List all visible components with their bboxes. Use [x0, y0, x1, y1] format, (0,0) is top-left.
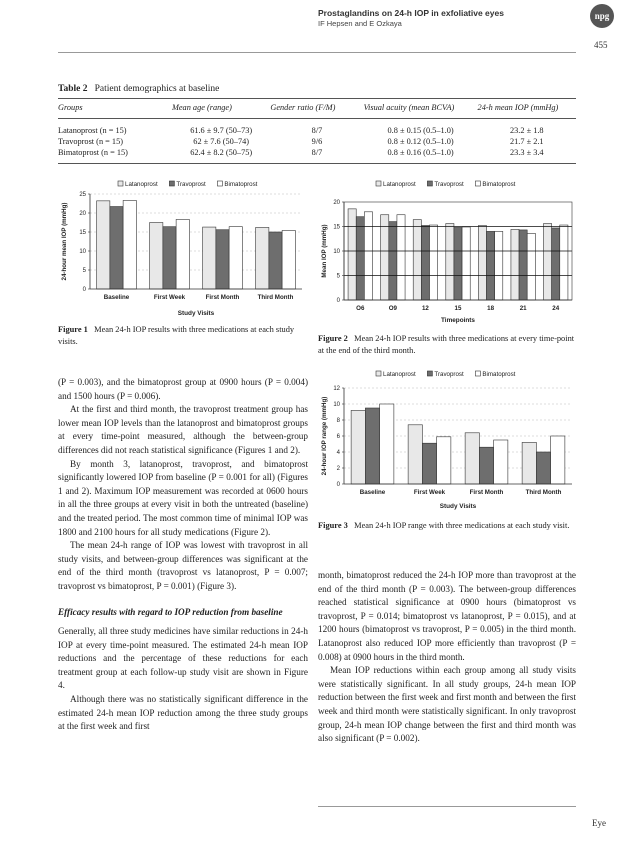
table-cell: 8/7: [311, 126, 323, 135]
figure-2-chart: [318, 178, 576, 330]
legend-swatch: [427, 181, 432, 186]
left-column: [58, 376, 308, 734]
bar: [176, 219, 189, 289]
figure-3-label: Figure 3: [318, 521, 348, 530]
bar: [413, 220, 421, 300]
y-tick-label: 10: [333, 249, 340, 255]
x-axis-label: Timepoints: [441, 317, 475, 324]
bar: [522, 442, 536, 484]
table-title: Patient demographics at baseline: [94, 84, 220, 94]
bar: [495, 231, 503, 300]
x-tick-label: 24: [552, 305, 560, 312]
table-cell: 61.6 ± 9.7 (50–73): [190, 126, 253, 135]
legend-swatch: [475, 181, 480, 186]
demographics-table: [58, 98, 576, 164]
bar: [479, 447, 493, 484]
y-tick-label: 2: [336, 466, 340, 472]
running-title: Prostaglandins on 24-h IOP in exfoliative eyes: [318, 8, 504, 18]
bar: [437, 437, 451, 484]
bar: [269, 232, 282, 289]
bar: [544, 224, 552, 300]
bar: [110, 207, 123, 289]
paragraph: Although there was no statistically significant difference in the estimated 24-h mean IOP reduction among the three study groups at the first week and first: [58, 694, 308, 732]
section-subheading: Efficacy results with regard to IOP reduction from baseline: [58, 606, 283, 617]
bar: [465, 433, 479, 484]
table-cell: Travoprost (n = 15): [58, 137, 123, 146]
chart-legend: [376, 371, 516, 378]
bar: [462, 227, 470, 300]
bar: [163, 227, 176, 289]
x-tick-label: Baseline: [103, 294, 130, 301]
right-column: [318, 569, 576, 746]
x-tick-label: Third Month: [525, 489, 562, 496]
journal-name: Eye: [592, 818, 606, 828]
paragraph: (P = 0.003), and the bimatoprost group at 0900 hours (P = 0.004) and 1500 hours (P = 0.006).: [58, 377, 308, 401]
y-tick-label: 5: [336, 273, 340, 280]
legend-label: Latanoprost: [383, 181, 416, 188]
legend-label: Bimatoprost: [482, 181, 516, 188]
x-axis-label: Study Visits: [177, 310, 215, 317]
figure-2-label: Figure 2: [318, 334, 348, 343]
y-tick-label: 20: [333, 200, 340, 206]
legend-label: Latanoprost: [125, 181, 158, 188]
table-cell: Bimatoprost (n = 15): [58, 147, 172, 164]
figure-1-caption-text: Mean 24-h IOP results with three medications at each study visits.: [58, 325, 295, 346]
figure-1-chart: [58, 178, 308, 323]
figure-2-caption-text: Mean 24-h IOP results with three medications at every time-point at the end of the third month.: [318, 334, 575, 355]
bar: [446, 224, 454, 300]
npg-logo: npg: [590, 4, 614, 28]
x-tick-label: First Week: [153, 294, 186, 301]
figure-2-caption: [318, 333, 576, 357]
bar: [365, 408, 379, 484]
chart-legend: [376, 181, 516, 188]
y-tick-label: 8: [336, 418, 340, 424]
paragraph: At the first and third month, the travoprost treatment group has lower mean IOP levels than the latanoprost and bimatoprost groups at every time-point measured, although the between-group differences did not reach statistical significance (Figures 1 and 2).: [58, 404, 308, 455]
table-cell: 62 ± 7.6 (50–74): [193, 137, 250, 146]
table-row: [58, 147, 576, 164]
col-acuity: Visual acuity (mean BCVA): [364, 99, 478, 119]
bar: [454, 227, 462, 300]
y-tick-label: 10: [333, 402, 340, 408]
table-cell: 62.4 ± 8.2 (50–75): [172, 147, 270, 164]
bar: [97, 201, 110, 289]
table-cell: 23.2 ± 1.8: [509, 126, 544, 135]
table-row: [58, 136, 576, 147]
table-header-row: [58, 99, 576, 119]
x-tick-label: First Month: [205, 294, 240, 301]
bar: [552, 228, 560, 300]
x-tick-label: First Month: [469, 489, 504, 496]
bar: [229, 227, 242, 289]
y-tick-label: 15: [79, 230, 86, 236]
bar: [380, 404, 394, 484]
table-cell: 23.3 ± 3.4: [478, 147, 576, 164]
figure-3-chart: [318, 368, 576, 516]
bar: [256, 227, 269, 289]
y-tick-label: 6: [336, 434, 340, 440]
bar: [430, 225, 438, 300]
legend-swatch: [376, 371, 381, 376]
bar: [364, 212, 372, 300]
bar: [560, 225, 568, 300]
figure-3-caption: [318, 520, 576, 532]
table-cell: 9/6: [311, 137, 323, 146]
y-tick-label: 20: [79, 211, 86, 217]
y-tick-label: 0: [82, 287, 86, 293]
figure-1-caption: [58, 324, 308, 348]
paragraph: By month 3, latanoprost, travoprost, and bimatoprost significantly lowered IOP from baseline (P = 0.001 for all) (Figures 1 and 2). Maximum IOP measurement was recorded at 0600 hours in all the three groups at every visit in both the untreated (baseline) and the treated period. The most common time of minimal IOP was 1800 and 2100 hours for all study medications (Figure 2).: [58, 458, 308, 537]
bar: [511, 229, 519, 300]
bar: [150, 223, 163, 290]
x-tick-label: 15: [454, 305, 462, 312]
legend-label: Bimatoprost: [224, 181, 258, 188]
y-tick-label: 0: [336, 298, 340, 304]
x-tick-label: O9: [388, 305, 397, 312]
legend-label: Travoprost: [176, 181, 206, 188]
bar: [389, 222, 397, 300]
legend-label: Travoprost: [434, 371, 464, 378]
page-number: 455: [594, 40, 608, 50]
bar: [519, 230, 527, 300]
bar: [351, 410, 365, 484]
bar: [408, 425, 422, 484]
bar: [487, 231, 495, 300]
x-tick-label: 21: [519, 305, 527, 312]
bar: [216, 230, 229, 289]
table-cell: 0.8 ± 0.16 (0.5–1.0): [364, 147, 478, 164]
table-cell: 21.7 ± 2.1: [509, 137, 544, 146]
x-tick-label: 12: [421, 305, 429, 312]
figure-3-caption-text: Mean 24-h IOP range with three medications at each study visit.: [354, 521, 570, 530]
paragraph: Generally, all three study medicines have similar reductions in 24-h IOP at every time-point measured. The estimated 24-h mean IOP reductions and the percentage of these reductions for each treatment group at each follow-up study visit are shown in Figure 4.: [58, 626, 308, 691]
x-axis-label: Study Visits: [439, 503, 477, 510]
x-tick-label: Third Month: [257, 294, 294, 301]
bar: [421, 226, 429, 300]
bar: [123, 200, 136, 289]
legend-label: Travoprost: [434, 181, 464, 188]
bar: [551, 436, 565, 484]
y-tick-label: 4: [336, 450, 340, 456]
legend-swatch: [427, 371, 432, 376]
col-groups: Groups: [58, 99, 172, 119]
col-iop: 24-h mean IOP (mmHg): [478, 99, 576, 119]
running-authors: IF Hepsen and E Ozkaya: [318, 19, 402, 28]
col-gender: Gender ratio (F/M): [270, 99, 363, 119]
y-tick-label: 12: [333, 386, 340, 392]
legend-swatch: [376, 181, 381, 186]
legend-label: Bimatoprost: [482, 371, 516, 378]
legend-swatch: [475, 371, 480, 376]
y-axis-label: 24-hour IOP range (mmHg): [321, 396, 328, 476]
legend-swatch: [118, 181, 123, 186]
col-age: Mean age (range): [172, 99, 270, 119]
table-cell: Latanoprost (n = 15): [58, 126, 127, 135]
bar: [527, 233, 535, 300]
paragraph: Mean IOP reductions within each group among all study visits were statistically significant. In all study groups, 24-h mean IOP reduction between the first week and first month and between the first week and third month were statistically significant. In only travoprost group, 24-h mean IOP change between the first and third month was also significant (P = 0.002).: [318, 665, 576, 744]
x-tick-label: 18: [487, 305, 495, 312]
y-tick-label: 0: [336, 482, 340, 488]
y-axis-label: 24-hour mean IOP (mmHg): [61, 202, 68, 281]
footer-rule: [318, 806, 576, 807]
bar: [536, 452, 550, 484]
bar: [203, 227, 216, 289]
bar: [381, 215, 389, 300]
y-axis-label: Mean IOP (mmHg): [321, 224, 328, 278]
figure-1-label: Figure 1: [58, 325, 88, 334]
table-cell: 0.8 ± 0.15 (0.5–1.0): [387, 126, 454, 135]
bar: [397, 215, 405, 300]
bar: [348, 209, 356, 300]
y-tick-label: 5: [82, 268, 86, 274]
y-tick-label: 15: [333, 224, 340, 231]
bar: [478, 226, 486, 300]
table-label: Table 2: [58, 84, 88, 94]
bar: [422, 443, 436, 484]
legend-swatch: [169, 181, 174, 186]
table-caption: [58, 84, 219, 94]
x-tick-label: First Week: [413, 489, 446, 496]
x-tick-label: O6: [356, 305, 365, 312]
legend-label: Latanoprost: [383, 371, 416, 378]
table-cell: 0.8 ± 0.12 (0.5–1.0): [387, 137, 454, 146]
bar: [356, 217, 364, 300]
x-tick-label: Baseline: [359, 489, 386, 496]
paragraph: month, bimatoprost reduced the 24-h IOP more than travoprost at the end of the third month (P = 0.003). The between-group differences reached statistical significance at 0900 hours (bimatoprost vs travoprost, P = 0.014; bimatoprost vs latanoprost, P = 0.015), and at 1200 hours (bimatoprost vs travoprost, P = 0.005) in the third month. Latanoprost also reduced IOP more efficiently than travoprost (P = 0.008) at 0900 hours in the third month.: [318, 570, 576, 662]
y-tick-label: 10: [79, 249, 86, 255]
legend-swatch: [217, 181, 222, 186]
bar: [282, 230, 295, 289]
bar: [494, 440, 508, 484]
table-row: [58, 119, 576, 137]
header-rule: [58, 52, 576, 53]
paragraph: The mean 24-h range of IOP was lowest with travoprost in all study visits, and between-group differences was significant at the end of the third month (travoprost vs latanoprost, P = 0.007; travoprost vs bimatoprost, P = 0.001) (Figure 3).: [58, 540, 308, 591]
chart-legend: [118, 181, 258, 188]
y-tick-label: 25: [79, 192, 86, 198]
table-cell: 8/7: [270, 147, 363, 164]
